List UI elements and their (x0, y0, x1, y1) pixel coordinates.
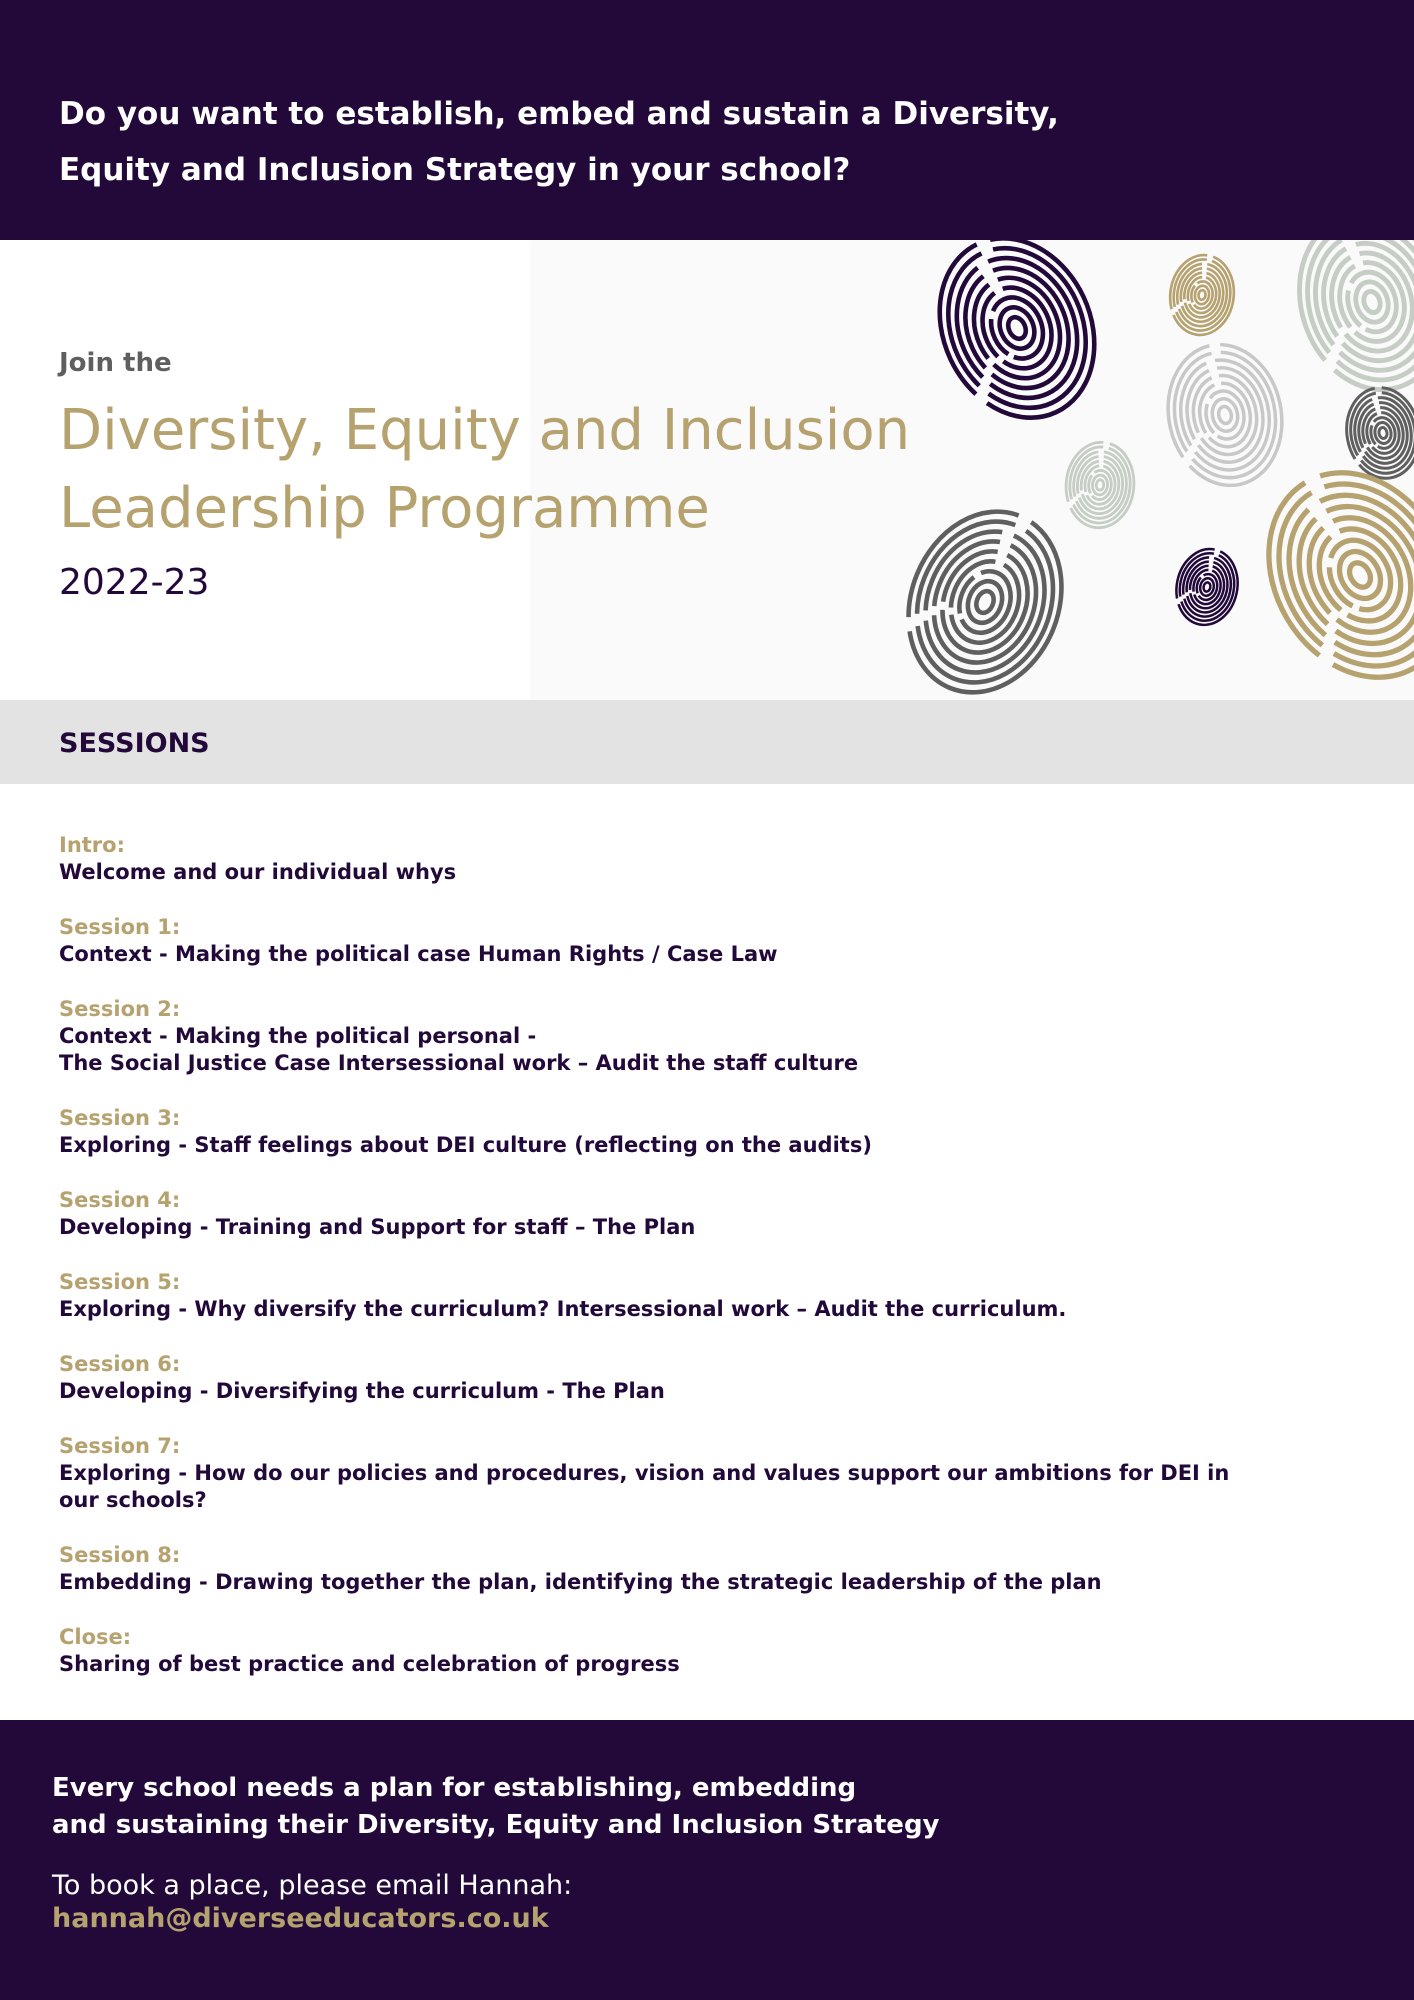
session-label: Session 3: (59, 1106, 181, 1130)
hero-section (0, 240, 1414, 700)
banner-question-line-1: Do you want to establish, embed and sustain a Diversity, (59, 96, 1059, 132)
booking-text: To book a place, please email Hannah: (52, 1870, 573, 1901)
session-description-line: Developing - Training and Support for staff – The Plan (59, 1215, 696, 1239)
session-description (59, 1651, 1359, 1678)
session-item-7 (59, 1433, 1359, 1514)
footer-banner (0, 1720, 1414, 2000)
session-label: Session 1: (59, 915, 181, 939)
session-description (59, 1460, 1359, 1514)
footer-pitch-line-1: Every school needs a plan for establishing, embedding (52, 1773, 857, 1803)
session-description (59, 1378, 1359, 1405)
session-description (59, 1296, 1359, 1323)
banner-question-line-2: Equity and Inclusion Strategy in your school? (59, 152, 851, 188)
hero-intro: Join the (59, 348, 172, 378)
session-label: Close: (59, 1625, 132, 1649)
session-description-line: Exploring - Staff feelings about DEI culture (reflecting on the audits) (59, 1133, 872, 1157)
sessions-heading: SESSIONS (59, 728, 210, 759)
programme-title (59, 392, 910, 548)
session-label: Session 2: (59, 997, 181, 1021)
session-label: Session 5: (59, 1270, 181, 1294)
session-item-intro (59, 832, 1359, 886)
session-description-line: Developing - Diversifying the curriculum - The Plan (59, 1379, 665, 1403)
session-description (59, 859, 1359, 886)
contact-email-link[interactable]: hannah@diverseeducators.co.uk (52, 1903, 549, 1934)
session-description-line: Context - Making the political personal - (59, 1024, 537, 1048)
sessions-header-bar (0, 700, 1414, 784)
fingerprint-purple-large (911, 240, 1123, 443)
session-label: Session 6: (59, 1352, 181, 1376)
session-description-line: The Social Justice Case Intersessional work – Audit the staff culture (59, 1051, 859, 1075)
session-item-8 (59, 1542, 1359, 1596)
session-description (59, 1214, 1359, 1241)
session-item-2 (59, 996, 1359, 1077)
programme-title-line-1: Diversity, Equity and Inclusion (59, 398, 911, 463)
programme-title-line-2: Leadership Programme (59, 476, 710, 541)
fingerprint-sage-small (1063, 439, 1138, 530)
session-description (59, 1023, 1359, 1077)
session-item-6 (59, 1351, 1359, 1405)
fingerprint-grey-dark-large (882, 488, 1088, 700)
session-description-line: Welcome and our individual whys (59, 860, 457, 884)
fingerprint-grey-dark-small (1340, 382, 1414, 484)
session-label: Session 8: (59, 1543, 181, 1567)
session-item-1 (59, 914, 1359, 968)
top-banner (0, 0, 1414, 240)
session-description-line: Context - Making the political case Human Rights / Case Law (59, 942, 778, 966)
fingerprint-sage-top-right (1277, 240, 1414, 409)
footer-pitch (52, 1770, 940, 1844)
session-label: Session 7: (59, 1434, 181, 1458)
session-label: Session 4: (59, 1188, 181, 1212)
fingerprint-grey-light (1155, 334, 1294, 496)
session-description-line: Exploring - How do our policies and procedures, vision and values support our ambitions for DEI in (59, 1461, 1230, 1485)
fingerprint-purple-small (1169, 543, 1244, 630)
session-description-line: our schools? (59, 1488, 207, 1512)
fingerprint-gold-small (1165, 251, 1239, 339)
footer-pitch-line-2: and sustaining their Diversity, Equity and Inclusion Strategy (52, 1810, 940, 1840)
session-list (59, 832, 1359, 1706)
programme-year: 2022-23 (59, 562, 210, 603)
session-description (59, 941, 1359, 968)
session-description-line: Sharing of best practice and celebration of progress (59, 1652, 680, 1676)
session-label: Intro: (59, 833, 125, 857)
session-description-line: Embedding - Drawing together the plan, identifying the strategic leadership of the plan (59, 1570, 1102, 1594)
session-description (59, 1132, 1359, 1159)
session-item-5 (59, 1269, 1359, 1323)
session-item-4 (59, 1187, 1359, 1241)
session-item-close (59, 1624, 1359, 1678)
session-description-line: Exploring - Why diversify the curriculum? Intersessional work – Audit the curriculum. (59, 1297, 1067, 1321)
session-item-3 (59, 1105, 1359, 1159)
session-description (59, 1569, 1359, 1596)
